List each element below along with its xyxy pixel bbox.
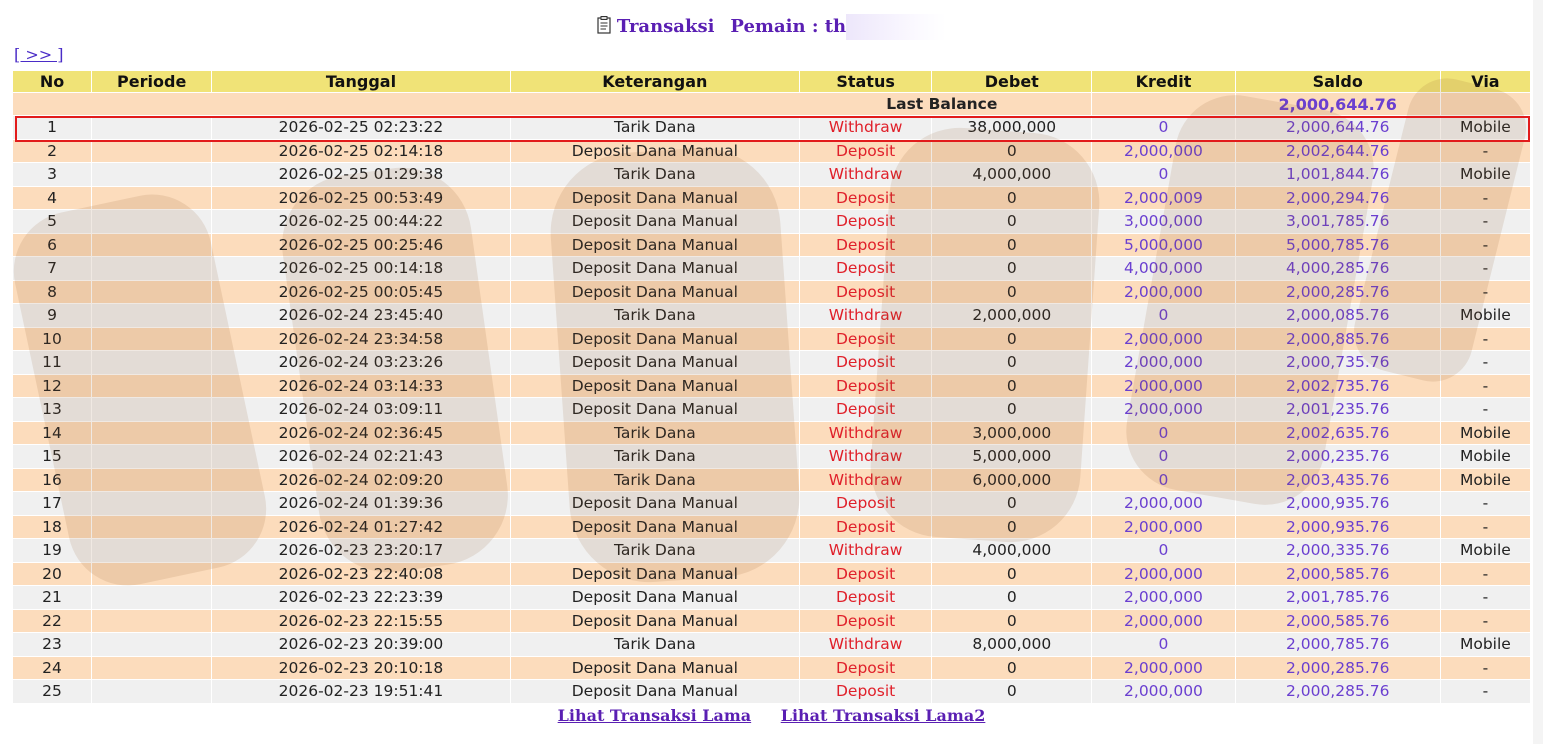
cell-debet: 0 [932, 187, 1091, 210]
cell-keterangan: Deposit Dana Manual [511, 680, 799, 703]
cell-kredit: 2,000,000 [1092, 492, 1234, 515]
cell-keterangan: Deposit Dana Manual [511, 281, 799, 304]
cell-kredit: 3,000,000 [1092, 210, 1234, 233]
cell-no: 19 [13, 539, 91, 562]
last-balance-value: 2,000,644.76 [1236, 93, 1440, 115]
cell-saldo: 2,002,635.76 [1236, 422, 1440, 445]
cell-debet: 0 [932, 563, 1091, 586]
cell-no: 7 [13, 257, 91, 280]
cell-via: - [1441, 563, 1530, 586]
cell-keterangan: Deposit Dana Manual [511, 140, 799, 163]
cell-kredit: 0 [1092, 422, 1234, 445]
cell-no: 12 [13, 375, 91, 398]
table-row [13, 610, 1530, 633]
cell-keterangan: Deposit Dana Manual [511, 375, 799, 398]
table-row [13, 633, 1530, 656]
cell-via: - [1441, 680, 1530, 703]
table-row [13, 516, 1530, 539]
cell-debet: 8,000,000 [932, 633, 1091, 656]
cell-no: 13 [13, 398, 91, 421]
cell-kredit: 2,000,009 [1092, 187, 1234, 210]
cell-periode [92, 210, 211, 233]
cell-via: - [1441, 657, 1530, 680]
cell-kredit: 2,000,000 [1092, 563, 1234, 586]
cell-debet: 0 [932, 351, 1091, 374]
table-row [13, 586, 1530, 609]
cell-periode [92, 328, 211, 351]
cell-tanggal: 2026-02-24 02:21:43 [212, 445, 509, 468]
cell-keterangan: Tarik Dana [511, 469, 799, 492]
cell-status: Deposit [800, 586, 931, 609]
cell-no: 9 [13, 304, 91, 327]
cell-via: - [1441, 328, 1530, 351]
cell-debet: 0 [932, 610, 1091, 633]
cell-keterangan: Deposit Dana Manual [511, 516, 799, 539]
cell-status: Withdraw [800, 633, 931, 656]
cell-via: - [1441, 210, 1530, 233]
cell-kredit: 2,000,000 [1092, 516, 1234, 539]
cell-no: 6 [13, 234, 91, 257]
cell-keterangan: Tarik Dana [511, 304, 799, 327]
cell-saldo: 2,001,785.76 [1236, 586, 1440, 609]
cell-no: 25 [13, 680, 91, 703]
cell-debet: 4,000,000 [932, 539, 1091, 562]
table-row [13, 563, 1530, 586]
cell-tanggal: 2026-02-25 00:05:45 [212, 281, 509, 304]
cell-keterangan: Deposit Dana Manual [511, 257, 799, 280]
cell-status: Deposit [800, 234, 931, 257]
cell-debet: 6,000,000 [932, 469, 1091, 492]
cell-tanggal: 2026-02-24 02:36:45 [212, 422, 509, 445]
cell-via: Mobile [1441, 304, 1530, 327]
cell-no: 8 [13, 281, 91, 304]
cell-kredit: 2,000,000 [1092, 351, 1234, 374]
cell-no: 21 [13, 586, 91, 609]
cell-tanggal: 2026-02-25 00:14:18 [212, 257, 509, 280]
cell-status: Deposit [800, 398, 931, 421]
page-title: Transaksi [616, 16, 715, 37]
cell-tanggal: 2026-02-25 00:25:46 [212, 234, 509, 257]
cell-via: - [1441, 257, 1530, 280]
cell-kredit: 5,000,000 [1092, 234, 1234, 257]
table-row [13, 539, 1530, 562]
cell-via: - [1441, 234, 1530, 257]
cell-via: Mobile [1441, 633, 1530, 656]
cell-keterangan: Tarik Dana [511, 539, 799, 562]
cell-kredit: 2,000,000 [1092, 657, 1234, 680]
cell-saldo: 2,000,085.76 [1236, 304, 1440, 327]
cell-saldo: 2,000,785.76 [1236, 633, 1440, 656]
cell-status: Deposit [800, 492, 931, 515]
col-header-keterangan: Keterangan [511, 71, 799, 92]
cell-saldo: 2,000,644.76 [1236, 116, 1440, 139]
cell-via: Mobile [1441, 469, 1530, 492]
cell-tanggal: 2026-02-24 03:09:11 [212, 398, 509, 421]
cell-status: Deposit [800, 610, 931, 633]
cell-periode [92, 257, 211, 280]
cell-status: Deposit [800, 516, 931, 539]
cell-keterangan: Tarik Dana [511, 633, 799, 656]
col-header-tanggal: Tanggal [212, 71, 509, 92]
cell-saldo: 2,001,235.76 [1236, 398, 1440, 421]
cell-keterangan: Deposit Dana Manual [511, 657, 799, 680]
cell-no: 22 [13, 610, 91, 633]
cell-status: Deposit [800, 657, 931, 680]
cell-keterangan: Tarik Dana [511, 116, 799, 139]
cell-kredit: 2,000,000 [1092, 680, 1234, 703]
cell-periode [92, 304, 211, 327]
table-row [13, 492, 1530, 515]
cell-status: Withdraw [800, 422, 931, 445]
cell-debet: 3,000,000 [932, 422, 1091, 445]
table-row [13, 657, 1530, 680]
cell-no: 24 [13, 657, 91, 680]
cell-tanggal: 2026-02-23 19:51:41 [212, 680, 509, 703]
cell-saldo: 2,000,285.76 [1236, 657, 1440, 680]
cell-saldo: 2,000,235.76 [1236, 445, 1440, 468]
col-header-debet: Debet [932, 71, 1091, 92]
cell-periode [92, 539, 211, 562]
cell-tanggal: 2026-02-25 00:53:49 [212, 187, 509, 210]
cell-saldo: 2,000,885.76 [1236, 328, 1440, 351]
col-header-periode: Periode [92, 71, 211, 92]
cell-via: Mobile [1441, 445, 1530, 468]
last-balance-label: Last Balance [13, 93, 1091, 115]
table-row [13, 375, 1530, 398]
cell-status: Deposit [800, 281, 931, 304]
table-row [13, 469, 1530, 492]
cell-saldo: 2,003,435.76 [1236, 469, 1440, 492]
cell-tanggal: 2026-02-24 23:34:58 [212, 328, 509, 351]
cell-kredit: 0 [1092, 304, 1234, 327]
window-scrollbar[interactable] [1533, 0, 1543, 744]
cell-tanggal: 2026-02-23 23:20:17 [212, 539, 509, 562]
col-header-status: Status [800, 71, 931, 92]
cell-tanggal: 2026-02-25 01:29:38 [212, 163, 509, 186]
cell-no: 20 [13, 563, 91, 586]
col-header-via: Via [1441, 71, 1530, 92]
cell-keterangan: Deposit Dana Manual [511, 187, 799, 210]
cell-kredit: 0 [1092, 469, 1234, 492]
cell-saldo: 2,000,585.76 [1236, 563, 1440, 586]
cell-no: 3 [13, 163, 91, 186]
cell-no: 10 [13, 328, 91, 351]
cell-tanggal: 2026-02-25 00:44:22 [212, 210, 509, 233]
table-row [13, 680, 1530, 703]
cell-kredit: 2,000,000 [1092, 586, 1234, 609]
cell-periode [92, 563, 211, 586]
cell-keterangan: Deposit Dana Manual [511, 351, 799, 374]
col-header-saldo: Saldo [1236, 71, 1440, 92]
cell-tanggal: 2026-02-24 23:45:40 [212, 304, 509, 327]
cell-periode [92, 657, 211, 680]
cell-keterangan: Deposit Dana Manual [511, 563, 799, 586]
cell-status: Deposit [800, 140, 931, 163]
cell-keterangan: Deposit Dana Manual [511, 328, 799, 351]
cell-tanggal: 2026-02-25 02:23:22 [212, 116, 509, 139]
cell-no: 5 [13, 210, 91, 233]
table-row [13, 304, 1530, 327]
cell-keterangan: Tarik Dana [511, 422, 799, 445]
cell-debet: 0 [932, 281, 1091, 304]
table-header-row [13, 71, 1530, 92]
cell-kredit: 4,000,000 [1092, 257, 1234, 280]
cell-no: 18 [13, 516, 91, 539]
cell-status: Deposit [800, 375, 931, 398]
cell-no: 14 [13, 422, 91, 445]
cell-via: - [1441, 140, 1530, 163]
cell-debet: 0 [932, 140, 1091, 163]
cell-tanggal: 2026-02-23 22:40:08 [212, 563, 509, 586]
cell-status: Deposit [800, 257, 931, 280]
cell-via: Mobile [1441, 116, 1530, 139]
cell-via: - [1441, 351, 1530, 374]
next-page-link[interactable]: [ >> ] [14, 45, 64, 64]
cell-periode [92, 610, 211, 633]
cell-kredit: 0 [1092, 116, 1234, 139]
cell-keterangan: Tarik Dana [511, 445, 799, 468]
cell-periode [92, 492, 211, 515]
cell-saldo: 4,000,285.76 [1236, 257, 1440, 280]
cell-tanggal: 2026-02-23 20:10:18 [212, 657, 509, 680]
cell-saldo: 2,000,935.76 [1236, 492, 1440, 515]
cell-via: - [1441, 586, 1530, 609]
table-row [13, 351, 1530, 374]
cell-periode [92, 116, 211, 139]
cell-saldo: 1,001,844.76 [1236, 163, 1440, 186]
cell-tanggal: 2026-02-23 22:15:55 [212, 610, 509, 633]
cell-saldo: 2,002,735.76 [1236, 375, 1440, 398]
cell-status: Withdraw [800, 116, 931, 139]
player-label: Pemain : th [730, 16, 847, 37]
cell-debet: 0 [932, 234, 1091, 257]
cell-status: Deposit [800, 328, 931, 351]
cell-saldo: 5,000,785.76 [1236, 234, 1440, 257]
page-header [0, 14, 1543, 40]
cell-via: Mobile [1441, 163, 1530, 186]
cell-via: - [1441, 281, 1530, 304]
cell-keterangan: Deposit Dana Manual [511, 586, 799, 609]
table-row [13, 116, 1530, 139]
cell-debet: 5,000,000 [932, 445, 1091, 468]
clipboard-icon [597, 16, 611, 34]
table-row [13, 163, 1530, 186]
cell-via: Mobile [1441, 539, 1530, 562]
cell-no: 17 [13, 492, 91, 515]
cell-status: Withdraw [800, 539, 931, 562]
cell-kredit: 2,000,000 [1092, 140, 1234, 163]
table-row [13, 257, 1530, 280]
cell-kredit: 2,000,000 [1092, 281, 1234, 304]
cell-periode [92, 680, 211, 703]
cell-status: Deposit [800, 187, 931, 210]
cell-saldo: 2,000,935.76 [1236, 516, 1440, 539]
cell-tanggal: 2026-02-23 20:39:00 [212, 633, 509, 656]
cell-keterangan: Deposit Dana Manual [511, 492, 799, 515]
old-transactions2-link[interactable]: Lihat Transaksi Lama2 [780, 706, 986, 725]
cell-via: - [1441, 398, 1530, 421]
cell-kredit: 2,000,000 [1092, 328, 1234, 351]
cell-no: 16 [13, 469, 91, 492]
cell-saldo: 2,000,585.76 [1236, 610, 1440, 633]
cell-kredit: 0 [1092, 163, 1234, 186]
cell-periode [92, 187, 211, 210]
table-row [13, 140, 1530, 163]
cell-tanggal: 2026-02-24 01:27:42 [212, 516, 509, 539]
cell-keterangan: Deposit Dana Manual [511, 610, 799, 633]
cell-kredit: 0 [1092, 633, 1234, 656]
cell-status: Withdraw [800, 445, 931, 468]
old-transactions-link[interactable]: Lihat Transaksi Lama [557, 706, 752, 725]
cell-periode [92, 398, 211, 421]
transaction-table [12, 70, 1531, 704]
cell-periode [92, 516, 211, 539]
cell-debet: 38,000,000 [932, 116, 1091, 139]
cell-no: 4 [13, 187, 91, 210]
cell-kredit: 2,000,000 [1092, 398, 1234, 421]
table-row [13, 328, 1530, 351]
cell-status: Withdraw [800, 304, 931, 327]
cell-tanggal: 2026-02-25 02:14:18 [212, 140, 509, 163]
cell-periode [92, 140, 211, 163]
cell-debet: 0 [932, 657, 1091, 680]
cell-debet: 0 [932, 586, 1091, 609]
cell-kredit: 2,000,000 [1092, 375, 1234, 398]
cell-periode [92, 351, 211, 374]
cell-debet: 4,000,000 [932, 163, 1091, 186]
cell-keterangan: Deposit Dana Manual [511, 398, 799, 421]
cell-status: Deposit [800, 210, 931, 233]
cell-debet: 0 [932, 398, 1091, 421]
cell-status: Withdraw [800, 163, 931, 186]
cell-kredit: 2,000,000 [1092, 610, 1234, 633]
cell-saldo: 2,000,735.76 [1236, 351, 1440, 374]
cell-saldo: 2,002,644.76 [1236, 140, 1440, 163]
cell-tanggal: 2026-02-24 03:23:26 [212, 351, 509, 374]
cell-periode [92, 375, 211, 398]
table-row [13, 422, 1530, 445]
cell-via: - [1441, 492, 1530, 515]
cell-status: Withdraw [800, 469, 931, 492]
cell-debet: 0 [932, 210, 1091, 233]
col-header-kredit: Kredit [1092, 71, 1234, 92]
cell-status: Deposit [800, 351, 931, 374]
cell-via: - [1441, 610, 1530, 633]
cell-periode [92, 586, 211, 609]
cell-tanggal: 2026-02-23 22:23:39 [212, 586, 509, 609]
cell-via: Mobile [1441, 422, 1530, 445]
cell-via: - [1441, 516, 1530, 539]
cell-no: 11 [13, 351, 91, 374]
col-header-no: No [13, 71, 91, 92]
table-row [13, 210, 1530, 233]
cell-no: 2 [13, 140, 91, 163]
cell-kredit: 0 [1092, 539, 1234, 562]
last-balance-row [13, 93, 1530, 115]
cell-periode [92, 633, 211, 656]
cell-keterangan: Tarik Dana [511, 163, 799, 186]
cell-debet: 0 [932, 375, 1091, 398]
cell-status: Deposit [800, 563, 931, 586]
cell-saldo: 2,000,335.76 [1236, 539, 1440, 562]
cell-no: 23 [13, 633, 91, 656]
cell-periode [92, 163, 211, 186]
cell-debet: 0 [932, 257, 1091, 280]
cell-tanggal: 2026-02-24 02:09:20 [212, 469, 509, 492]
cell-debet: 0 [932, 516, 1091, 539]
cell-saldo: 2,000,285.76 [1236, 281, 1440, 304]
cell-periode [92, 422, 211, 445]
table-row [13, 281, 1530, 304]
table-row [13, 445, 1530, 468]
cell-debet: 0 [932, 680, 1091, 703]
cell-debet: 2,000,000 [932, 304, 1091, 327]
cell-keterangan: Deposit Dana Manual [511, 210, 799, 233]
table-row [13, 187, 1530, 210]
cell-no: 1 [13, 116, 91, 139]
cell-saldo: 2,000,294.76 [1236, 187, 1440, 210]
cell-debet: 0 [932, 492, 1091, 515]
cell-tanggal: 2026-02-24 01:39:36 [212, 492, 509, 515]
cell-keterangan: Deposit Dana Manual [511, 234, 799, 257]
cell-no: 15 [13, 445, 91, 468]
cell-via: - [1441, 187, 1530, 210]
cell-periode [92, 445, 211, 468]
cell-saldo: 3,001,785.76 [1236, 210, 1440, 233]
cell-periode [92, 469, 211, 492]
cell-tanggal: 2026-02-24 03:14:33 [212, 375, 509, 398]
cell-via: - [1441, 375, 1530, 398]
cell-periode [92, 281, 211, 304]
cell-debet: 0 [932, 328, 1091, 351]
footer-links [0, 706, 1543, 725]
cell-kredit: 0 [1092, 445, 1234, 468]
redacted-player-name [846, 14, 946, 40]
cell-periode [92, 234, 211, 257]
cell-saldo: 2,000,285.76 [1236, 680, 1440, 703]
cell-status: Deposit [800, 680, 931, 703]
table-row [13, 234, 1530, 257]
table-row [13, 398, 1530, 421]
